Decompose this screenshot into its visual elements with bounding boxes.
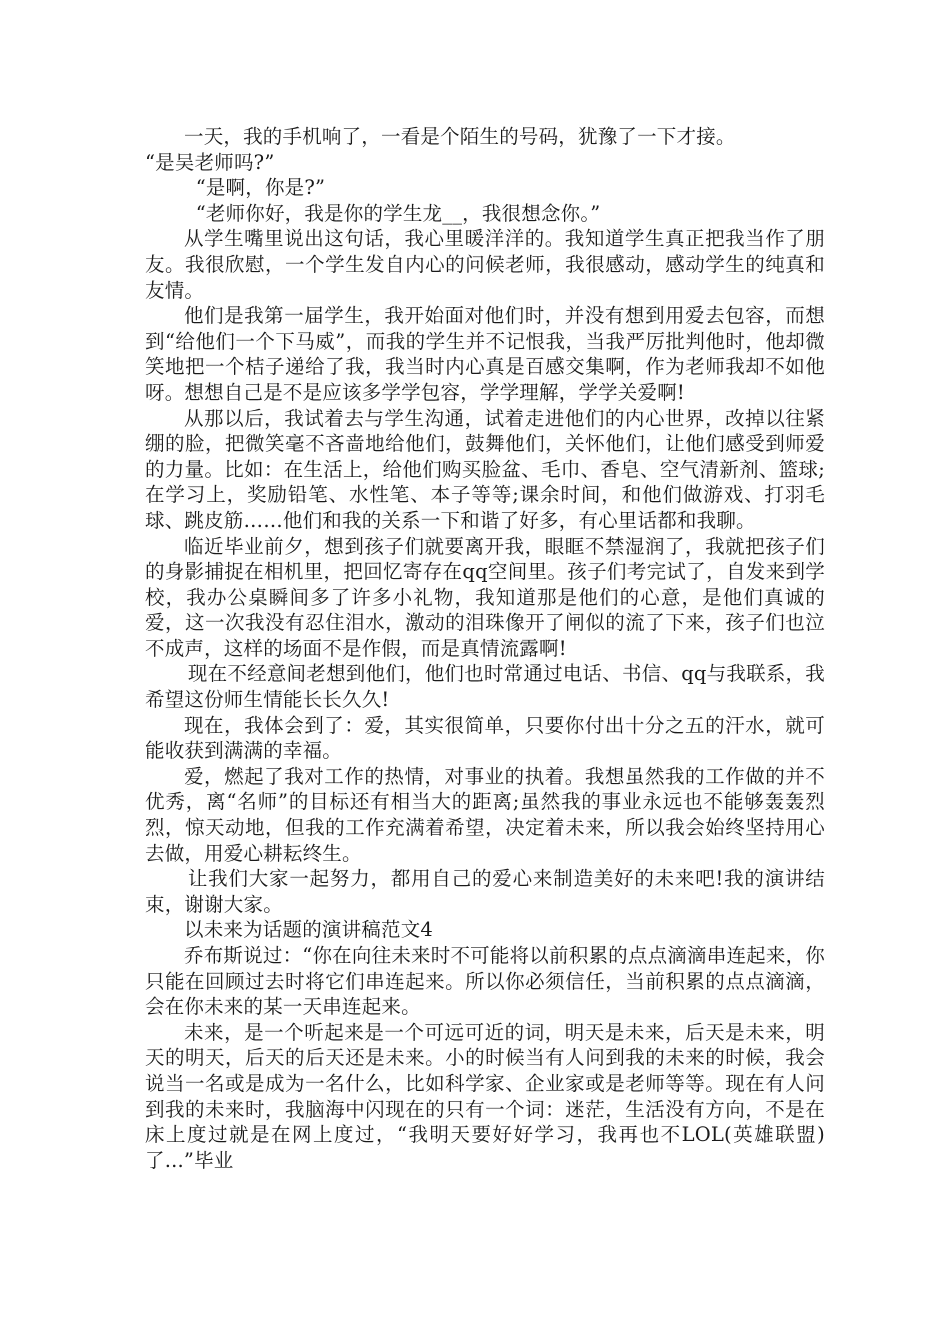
paragraph-dialog-1: “是吴老师吗?” — [145, 150, 275, 174]
paragraph-first-class: 他们是我第一届学生，我开始面对他们时，并没有想到用爱去包容，而想到“给他们一个下马威”，而我的学生并不记恨我，当我严厉批判他时，他却微笑地把一个桔子递给了我，我当时内心真是百感交集啊，作为老师我却不如他呀。想想自己是不是应该多学学包容，学学理解，学学关爱啊! — [145, 304, 825, 404]
paragraph-future: 未来，是一个听起来是一个可远可近的词，明天是未来，后天是未来，明天的明天，后天的后天还是未来。小的时候当有人问到我的未来的时候，我会说当一名或是成为一名什么，比如科学家、企业家或是老师等等。现在有人问到我的未来时，我脑海中闪现在的只有一个词：迷茫，生活没有方向，不是在床上度过就是在网上度过，“我明天要好好学习，我再也不LOL(英雄联盟)了...”毕业 — [145, 1020, 825, 1172]
paragraph-phone-call: 一天，我的手机响了，一看是个陌生的号码，犹豫了一下才接。 — [184, 125, 736, 148]
paragraph-love-simple: 现在，我体会到了：爱，其实很简单，只要你付出十分之五的汗水，就可能收获到满满的幸福。 — [145, 713, 825, 763]
paragraph-dialog-3: “老师你好，我是你的学生龙__，我很想念你。” — [195, 201, 601, 225]
document-body — [145, 124, 825, 1173]
paragraph-jobs-quote: 乔布斯说过：“你在向往未来时不可能将以前积累的点点滴滴串连起来，你只能在回顾过去时将它们串连起来。所以你必须信任，当前积累的点点滴滴，会在你未来的某一天串连起来。 — [145, 944, 825, 1019]
paragraph-student-words: 从学生嘴里说出这句话，我心里暖洋洋的。我知道学生真正把我当作了朋友。我很欣慰，一个学生发自内心的问候老师，我很感动，感动学生的纯真和友情。 — [145, 227, 825, 302]
paragraph-communication: 从那以后，我试着去与学生沟通，试着走进他们的内心世界，改掉以往紧绷的脸，把微笑毫不吝啬地给他们，鼓舞他们，关怀他们，让他们感受到师爱的力量。比如：在生活上，给他们购买脸盆、毛巾、香皂、空气清新剂、篮球;在学习上，奖励铅笔、水性笔、本子等等;课余时间，和他们做游戏、打羽毛球、跳皮筋……他们和我的关系一下和谐了好多，有心里话都和我聊。 — [145, 406, 825, 532]
paragraph-dialog-2: “是啊，你是?” — [195, 176, 326, 200]
paragraph-passion: 爱，燃起了我对工作的热情，对事业的执着。我想虽然我的工作做的并不优秀，离“名师”的目标还有相当大的距离;虽然我的事业永远也不能够轰轰烈烈，惊天动地，但我的工作充满着希望，决定着未来，所以我会始终坚持用心去做，用爱心耕耘终生。 — [145, 764, 825, 865]
section-heading: 以未来为话题的演讲稿范文4 — [184, 918, 434, 942]
paragraph-conclusion: 让我们大家一起努力，都用自己的爱心来制造美好的未来吧!我的演讲结束，谢谢大家。 — [145, 867, 825, 916]
paragraph-missing-them: 现在不经意间老想到他们，他们也时常通过电话、书信、qq与我联系，我希望这份师生情能长长久久! — [145, 662, 825, 712]
paragraph-graduation: 临近毕业前夕，想到孩子们就要离开我，眼眶不禁湿润了，我就把孩子们的身影捕捉在相机里，把回忆寄存在qq空间里。孩子们考完试了，自发来到学校，我办公桌瞬间多了许多小礼物，我知道那是他们的心意，是他们真诚的爱，这一次我没有忍住泪水，激动的泪珠像开了闸似的流了下来，孩子们也泣不成声，这样的场面不是作假，而是真情流露啊! — [145, 534, 825, 660]
